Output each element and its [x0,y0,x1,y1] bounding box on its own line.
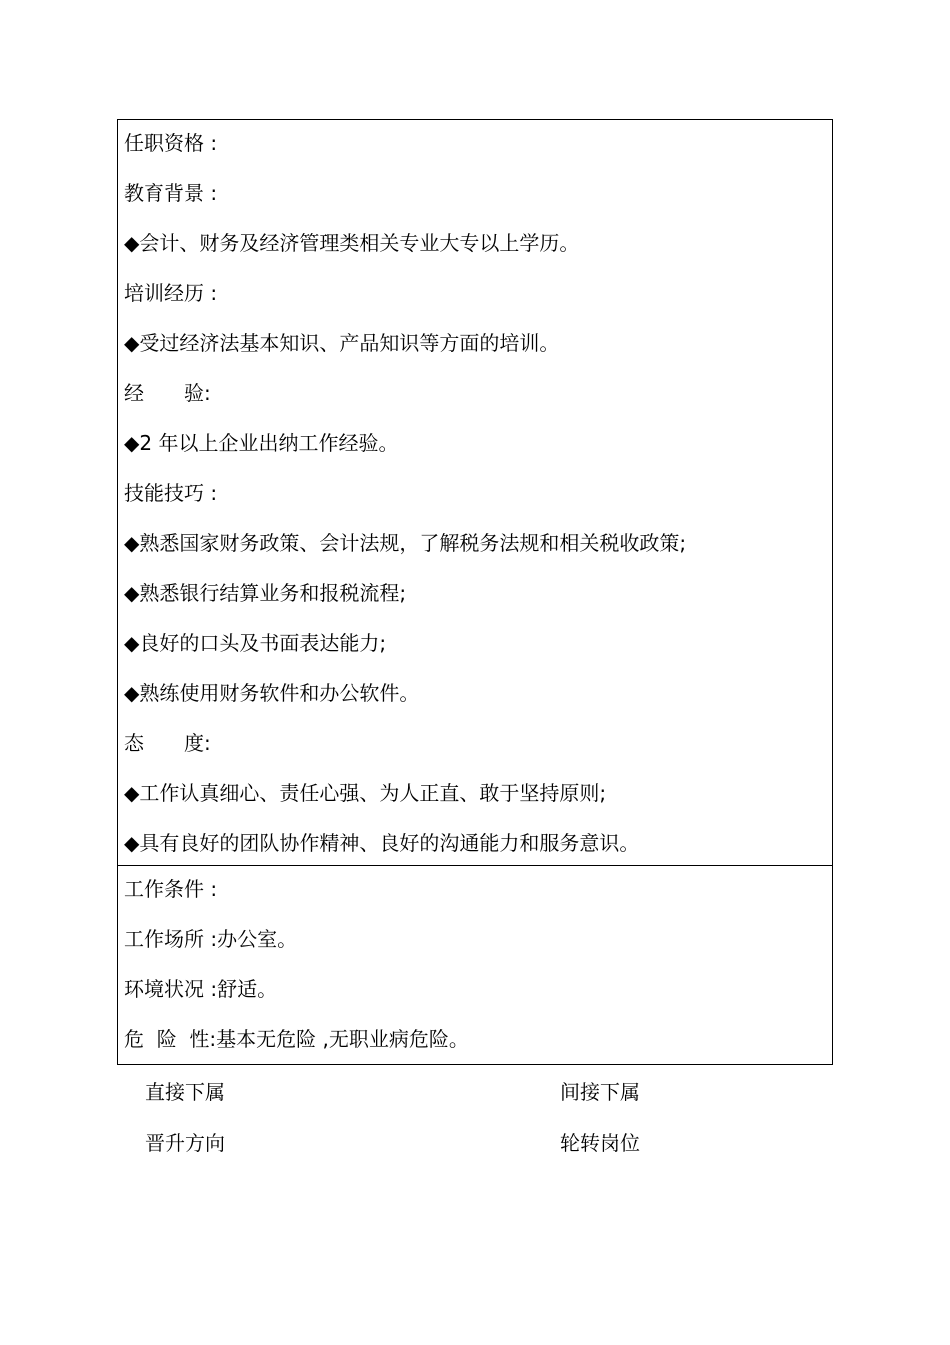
experience-label: 经 验: [124,381,211,405]
rotation-positions-label: 轮转岗位 [560,1131,640,1155]
qualifications-heading: 任职资格 : [124,131,218,155]
skills-item: ◆熟练使用财务软件和办公软件。 [124,681,420,705]
attitude-label: 态 度: [124,731,211,755]
indirect-subordinates-label: 间接下属 [560,1080,640,1104]
workplace-line: 工作场所 :办公室。 [124,927,298,951]
skills-item: ◆熟悉国家财务政策、会计法规，了解税务法规和相关税收政策; [124,531,687,555]
training-label: 培训经历 : [124,281,218,305]
attitude-item: ◆工作认真细心、责任心强、为人正直、敢于坚持原则; [124,781,607,805]
attitude-item: ◆具有良好的团队协作精神、良好的沟通能力和服务意识。 [124,831,640,855]
environment-line: 环境状况 :舒适。 [124,977,278,1001]
skills-label: 技能技巧 : [124,481,218,505]
experience-item: ◆2 年以上企业出纳工作经验。 [124,431,399,455]
work-conditions-section [117,865,833,1065]
training-item: ◆受过经济法基本知识、产品知识等方面的培训。 [124,331,560,355]
skills-item: ◆良好的口头及书面表达能力; [124,631,387,655]
promotion-direction-label: 晋升方向 [145,1131,225,1155]
conditions-heading: 工作条件 : [124,877,218,901]
hazard-line: 危 险 性:基本无危险 ,无职业病危险。 [124,1027,469,1051]
qualifications-section [117,119,833,866]
direct-subordinates-label: 直接下属 [145,1080,225,1104]
education-item: ◆会计、财务及经济管理类相关专业大专以上学历。 [124,231,580,255]
education-label: 教育背景 : [124,181,218,205]
skills-item: ◆熟悉银行结算业务和报税流程; [124,581,407,605]
